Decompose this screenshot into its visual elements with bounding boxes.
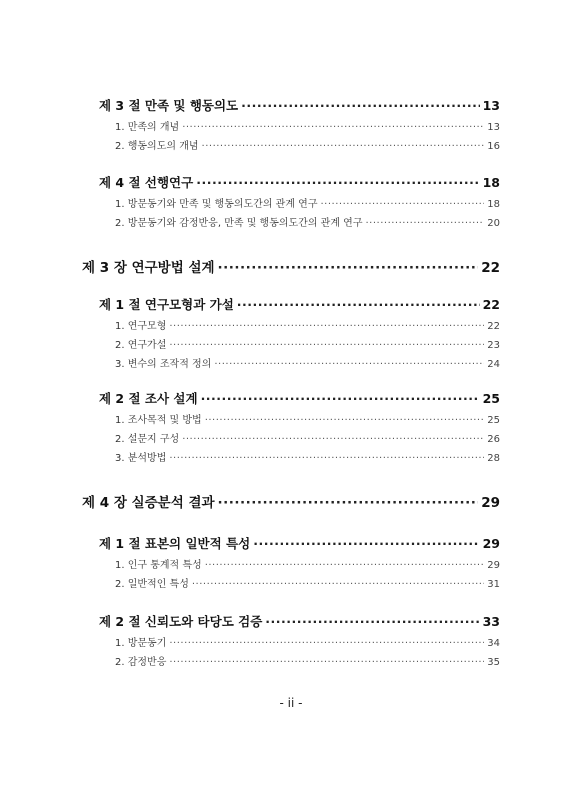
toc-entry-page: 18: [487, 199, 500, 210]
dot-leader: [205, 415, 485, 426]
toc-entry-page: 34: [487, 638, 500, 649]
toc-entry: [115, 355, 500, 370]
toc-entry: [115, 317, 500, 332]
dot-leader: [214, 359, 484, 370]
dot-leader: [169, 340, 484, 351]
toc-entry-label: 1. 방문동기: [115, 638, 167, 649]
dot-leader: [169, 638, 484, 649]
toc-entry: [115, 336, 500, 351]
toc-entry: [115, 653, 500, 668]
page-number-footer: - ii -: [279, 696, 303, 710]
dot-leader: [205, 560, 485, 571]
toc-entry: [82, 256, 500, 276]
toc-entry-label: 3. 분석방법: [115, 453, 167, 464]
toc-entry: [115, 449, 500, 464]
dot-leader: [265, 614, 479, 629]
toc-entry: [99, 295, 500, 313]
toc-entry-page: 33: [482, 614, 500, 629]
toc-entry-page: 25: [487, 415, 500, 426]
toc-entry-page: 18: [482, 175, 500, 190]
toc-entry: [115, 634, 500, 649]
toc-entry-label: 제 1 절 연구모형과 가설: [99, 297, 234, 312]
toc-entry-page: 29: [482, 536, 500, 551]
toc-entry-label: 1. 연구모형: [115, 321, 167, 332]
toc-entry-page: 22: [487, 321, 500, 332]
toc-entry-label: 제 3 장 연구방법 설계: [82, 260, 215, 276]
toc-entry-page: 22: [482, 297, 500, 312]
dot-leader: [366, 218, 485, 229]
dot-leader: [241, 98, 479, 113]
toc-entry: [99, 96, 500, 114]
toc-entry-label: 1. 인구 통계적 특성: [115, 560, 202, 571]
toc-entry: [115, 430, 500, 445]
dot-leader: [202, 141, 485, 152]
toc-entry-page: 35: [487, 657, 500, 668]
toc-entry-page: 25: [482, 391, 500, 406]
toc-entry-page: 26: [487, 434, 500, 445]
dot-leader: [218, 495, 479, 511]
toc-entry-label: 제 3 절 만족 및 행동의도: [99, 98, 239, 113]
toc-entry-label: 제 2 절 조사 설계: [99, 391, 198, 406]
dot-leader: [182, 122, 484, 133]
dot-leader: [196, 175, 479, 190]
toc-entry-label: 2. 일반적인 특성: [115, 579, 189, 590]
toc-entry-label: 제 1 절 표본의 일반적 특성: [99, 536, 251, 551]
toc-entry: [115, 195, 500, 210]
toc-entry-page: 20: [487, 218, 500, 229]
toc-entry-label: 제 4 절 선행연구: [99, 175, 194, 190]
toc-entry: [99, 534, 500, 552]
dot-leader: [201, 391, 480, 406]
toc-entry-label: 제 4 장 실증분석 결과: [82, 495, 215, 511]
toc-entry: [115, 411, 500, 426]
dot-leader: [169, 453, 484, 464]
toc-entry-page: 24: [487, 359, 500, 370]
toc-entry-page: 23: [487, 340, 500, 351]
toc-entry-label: 2. 감정반응: [115, 657, 167, 668]
toc-entry-label: 2. 행동의도의 개념: [115, 141, 199, 152]
dot-leader: [169, 321, 484, 332]
toc-entry: [115, 556, 500, 571]
toc-entry-page: 31: [487, 579, 500, 590]
toc-entry: [82, 491, 500, 511]
dot-leader: [321, 199, 485, 210]
toc-entry-page: 28: [487, 453, 500, 464]
toc-entry-page: 13: [487, 122, 500, 133]
dot-leader: [169, 657, 484, 668]
toc-entry: [99, 173, 500, 191]
toc-entry-label: 1. 방문동기와 만족 및 행동의도간의 관계 연구: [115, 199, 318, 210]
toc-entry-page: 13: [482, 98, 500, 113]
toc-entry-label: 2. 방문동기와 감정반응, 만족 및 행동의도간의 관계 연구: [115, 218, 363, 229]
toc-entry-label: 2. 연구가설: [115, 340, 167, 351]
toc-entry: [115, 137, 500, 152]
toc-entry: [115, 575, 500, 590]
toc-entry-label: 제 2 절 신뢰도와 타당도 검증: [99, 614, 263, 629]
dot-leader: [237, 297, 480, 312]
toc-entry-label: 2. 설문지 구성: [115, 434, 180, 445]
toc-entry: [115, 118, 500, 133]
dot-leader: [218, 260, 479, 276]
dot-leader: [192, 579, 484, 590]
toc-entry-label: 1. 조사목적 및 방법: [115, 415, 202, 426]
toc-entry: [115, 214, 500, 229]
toc-entry: [99, 389, 500, 407]
dot-leader: [182, 434, 484, 445]
toc-entry-page: 22: [481, 260, 500, 276]
dot-leader: [253, 536, 479, 551]
toc-entry-page: 29: [481, 495, 500, 511]
toc-entry-label: 1. 만족의 개념: [115, 122, 180, 133]
toc-entry-page: 29: [487, 560, 500, 571]
toc-entry: [99, 612, 500, 630]
toc-entry-label: 3. 변수의 조작적 정의: [115, 359, 212, 370]
toc-entry-page: 16: [487, 141, 500, 152]
